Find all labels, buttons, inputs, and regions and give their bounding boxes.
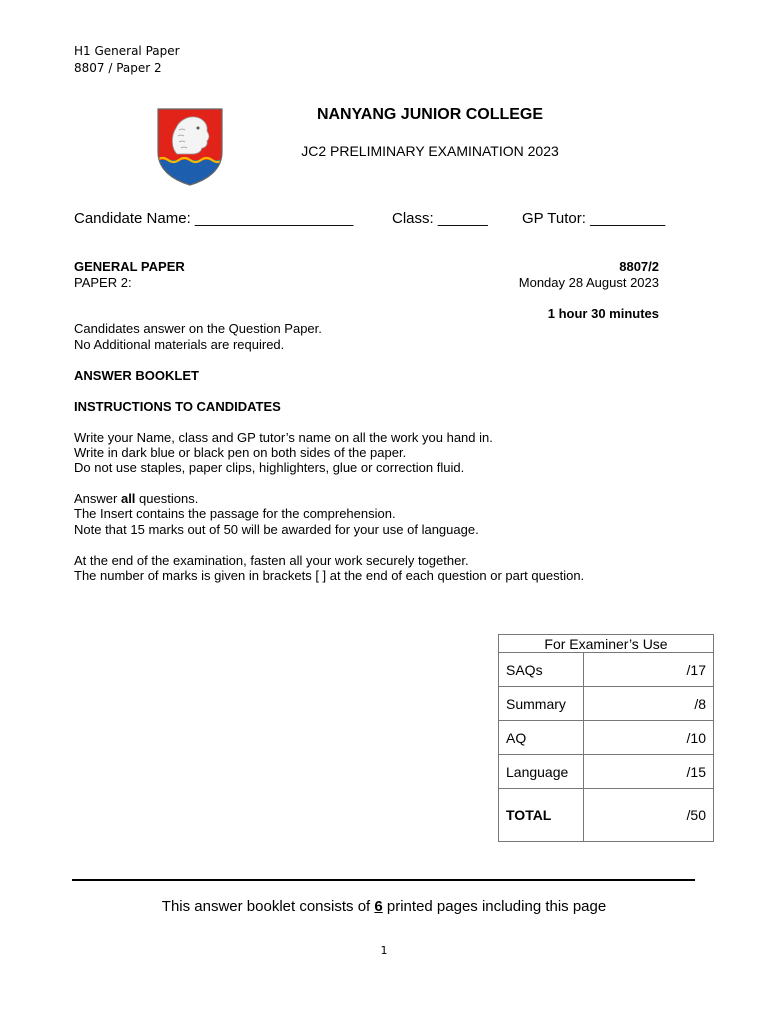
footer-pre-text: This answer booklet consists of: [161, 898, 375, 915]
candidate-name-field: Candidate Name: ___________________: [74, 210, 354, 227]
instruction-line: Write your Name, class and GP tutor’s name on all the work you hand in.: [74, 430, 493, 445]
exam-title: JC2 PRELIMINARY EXAMINATION 2023: [301, 143, 559, 159]
instructions-heading: INSTRUCTIONS TO CANDIDATES: [74, 399, 281, 414]
table-row: [499, 721, 714, 755]
paper-number: PAPER 2:: [74, 275, 132, 290]
header-subject: H1 General Paper: [74, 44, 180, 58]
gp-tutor-field: GP Tutor: _________: [522, 210, 666, 227]
page-count-note: [0, 898, 768, 915]
instruction-line: Write in dark blue or black pen on both sides of the paper.: [74, 445, 407, 460]
table-row: [499, 653, 714, 687]
total-max-marks: /50: [584, 789, 714, 842]
row-label: AQ: [499, 721, 584, 755]
header-paper-code: 8807 / Paper 2: [74, 61, 162, 75]
page-number: 1: [380, 944, 388, 957]
class-field: Class: ______: [392, 210, 488, 227]
exam-date: Monday 28 August 2023: [518, 275, 659, 290]
paper-code: 8807/2: [619, 259, 659, 274]
row-max-marks: /8: [584, 687, 714, 721]
row-label: Language: [499, 755, 584, 789]
instruction-line: At the end of the examination, fasten all your work securely together.: [74, 553, 469, 568]
instruction-line: The number of marks is given in brackets [ ] at the end of each question or part question.: [74, 568, 585, 583]
instruction-answer-all: [74, 491, 198, 507]
table-row: [499, 755, 714, 789]
row-label: SAQs: [499, 653, 584, 687]
answer-pre-text: Answer: [74, 491, 121, 506]
row-max-marks: /15: [584, 755, 714, 789]
college-name: NANYANG JUNIOR COLLEGE: [316, 106, 544, 123]
footer-divider: [72, 879, 695, 881]
college-crest-logo: [157, 108, 223, 186]
exam-duration: 1 hour 30 minutes: [547, 306, 659, 321]
answer-post-text: questions.: [135, 491, 199, 506]
row-label: Summary: [499, 687, 584, 721]
table-row: [499, 687, 714, 721]
materials-line-1: Candidates answer on the Question Paper.: [74, 321, 322, 336]
examiner-use-table: [498, 634, 714, 842]
instruction-line: The Insert contains the passage for the comprehension.: [74, 506, 396, 521]
materials-line-2: No Additional materials are required.: [74, 337, 285, 352]
row-max-marks: /10: [584, 721, 714, 755]
paper-subject: GENERAL PAPER: [74, 259, 185, 274]
row-max-marks: /17: [584, 653, 714, 687]
instruction-line: Do not use staples, paper clips, highlighters, glue or correction fluid.: [74, 460, 465, 475]
table-total-row: [499, 789, 714, 842]
footer-post-text: printed pages including this page: [382, 898, 607, 915]
answer-all-emphasis: all: [120, 491, 136, 506]
answer-booklet-heading: ANSWER BOOKLET: [74, 368, 199, 383]
footer-page-count: 6: [374, 898, 383, 915]
total-label: TOTAL: [499, 789, 584, 842]
instruction-line: Note that 15 marks out of 50 will be awarded for your use of language.: [74, 522, 479, 537]
examiner-table-title: For Examiner’s Use: [499, 635, 714, 653]
